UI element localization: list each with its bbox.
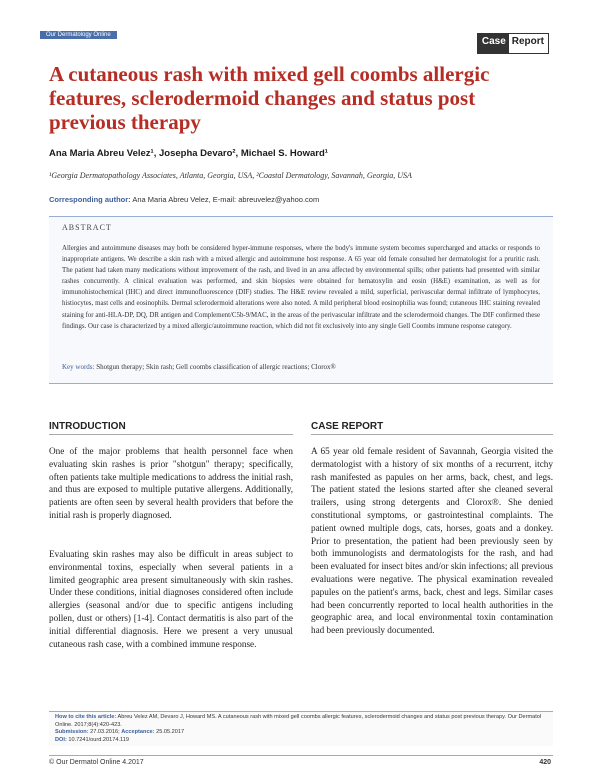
corresponding-label: Corresponding author:	[49, 195, 131, 204]
doi-value: 10.7241/ourd.20174.119	[68, 736, 129, 743]
affiliations: ¹Georgia Dermatopathology Associates, Atlanta, Georgia, USA, ²Coastal Dermatology, Savannah, Georgia, USA	[49, 171, 412, 180]
tag-report: Report	[509, 34, 548, 53]
abstract-box	[49, 216, 553, 384]
tag-case: Case	[478, 34, 509, 53]
doi-label: DOI:	[55, 736, 67, 743]
submission-line	[55, 729, 547, 737]
article-type-tag	[477, 33, 549, 54]
corresponding-author	[49, 195, 319, 204]
introduction-heading: INTRODUCTION	[49, 421, 126, 432]
keywords	[62, 363, 540, 371]
submission-label: Submission:	[55, 729, 89, 735]
page-number: 420	[539, 759, 551, 766]
acceptance-label: Acceptance:	[121, 729, 155, 735]
case-report-paragraph-1: A 65 year old female resident of Savannah, Georgia visited the dermatologist with a history of six months of a recurrent, itchy rash manifested as papules on her arms, back, chest, and legs. The patient stated the lesions started after she cleaned several trailers, using strong detergents and Clorox®. She denied constitutional symptoms, or gastrointestinal complaints. The patient owned multiple dogs, cats, horses, goats and a donkey. Prior to presentation, the patient had been previously seen by both immunologists and dermatologists for the rash, and had been evaluated for insect bites and/or skin infections; all previous evaluations were negative. The physical examination revealed papules on the patient's arms, back, chest and legs. Similar cases had been concurrently reported to local health authorities in the geographic area, and local environmental toxin contamination had been previously documented.	[311, 446, 553, 636]
abstract-text: Allergies and autoimmune diseases may both be considered hyper-immune responses, where the body's immune system becomes supercharged and attacks or responds to inappropriate antigens. We describe a skin rash with a mixed allergic and autoimmune host response. A 65 year old female consulted her dermatologist for a pruritic rash. The patient had taken many medications without improvement of the rash, and lived in an area affected by environmental spills; other patients had presented with similar rashes concurrently. A clinical evaluation was performed, and skin biopsies were obtained for hematoxylin and eosin (H&E) examination, as well as for immunohistochemical (IHC) and direct immunofluorescence (DIF) studies. The H&E review revealed a mild, superficial, perivascular dermal infiltrate of lymphocytes, histiocytes, mast cells and eosinophils. Dermal sclerodermoid alterations were also noted. A mild peripheral blood eosinophilia was found; cutaneous IHC staining revealed staining for anti-HLA-DP, DQ, DR antigen and Complement/C5b-9/MAC, in the areas of the perivascular infiltrate and the sclerodermoid changes. The DIF confirmed these findings. Our case is characterized by a mixed allergic/autoimmune reaction, which did not fit exclusively into any single Gell Coombs immune response category.	[62, 245, 540, 330]
how-to-cite-text: Abreu Velez AM, Devaro J, Howard MS. A cutaneous rash with mixed gell coombs allergic features, sclerodermoid changes and status post previous therapy. Our Dermatol Online. 2017;8(4):420-423.	[55, 714, 542, 728]
submission-date: 27.03.2016;	[90, 729, 120, 735]
acceptance-date: 25.05.2017	[156, 729, 185, 735]
introduction-paragraph-2: Evaluating skin rashes may also be difficult in areas subject to environmental toxins, especially when several patients in a limited geographic area present simultaneously with skin rashes. Under these conditions, initial diagnoses considered often include allergies (seasonal and/or due to specific antigens including pollen, dust or others) [1-4]. Contact dermatitis is also part of the initial differential diagnosis. Here we present a very unusual cutaneous rash case, with a combined immune response.	[49, 549, 293, 649]
how-to-cite-label: How to cite this article:	[55, 714, 117, 720]
corresponding-text: Ana Maria Abreu Velez, E-mail: abreuvelez@yahoo.com	[132, 195, 320, 204]
abstract-heading: ABSTRACT	[62, 223, 112, 232]
case-report-heading: CASE REPORT	[311, 421, 384, 432]
keywords-text: Shotgun therapy; Skin rash; Gell coombs classification of allergic reactions; Clorox®	[96, 363, 336, 371]
case-report-rule	[311, 434, 553, 435]
citation-box	[49, 711, 553, 746]
doi-line	[55, 737, 547, 745]
article-title: A cutaneous rash with mixed gell coombs allergic features, sclerodermoid changes and status post previous therapy	[49, 62, 490, 134]
introduction-rule	[49, 434, 293, 435]
author-list: Ana Maria Abreu Velez¹, Josepha Devaro², Michael S. Howard¹	[49, 148, 328, 159]
footer-copyright: © Our Dermatol Online 4.2017	[49, 759, 144, 766]
footer-rule	[49, 755, 553, 756]
how-to-cite	[55, 714, 547, 729]
journal-badge: Our Dermatology Online	[40, 31, 117, 39]
keywords-label: Key words:	[62, 363, 95, 371]
introduction-paragraph-1: One of the major problems that health personnel face when evaluating skin rashes is prior "shotgun" therapy; specifically, often patients take multiple medications to address the initial rash, and thus are exposed to multiple putative allergens. Additionally, patients are often seen by several health providers that before the initial rash is properly diagnosed.	[49, 446, 293, 520]
